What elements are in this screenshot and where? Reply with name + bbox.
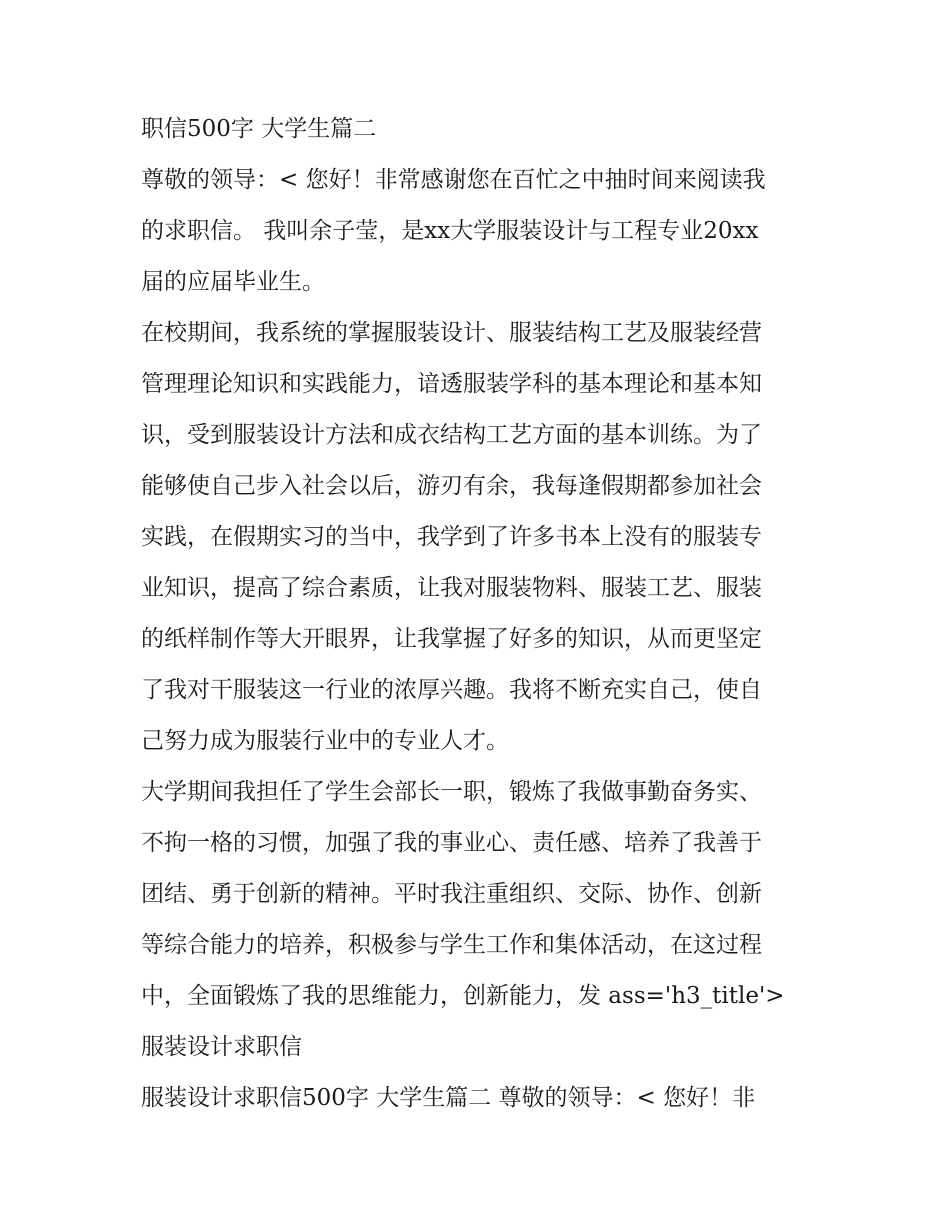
text-line: 能够使自己步入社会以后，游刃有余，我每逢假期都参加社会 [141, 473, 762, 499]
text-line: 的求职信。 我叫余子莹，是xx大学服装设计与工程专业20xx [141, 218, 759, 244]
text-line: 等综合能力的培养，积极参与学生工作和集体活动，在这过程 [141, 932, 762, 958]
text-line: 在校期间，我系统的掌握服装设计、服装结构工艺及服装经营 [141, 320, 762, 346]
text-line: 大学期间我担任了学生会部长一职，锻炼了我做事勤奋务实、 [141, 779, 762, 805]
text-line: 管理理论知识和实践能力，谙透服装学科的基本理论和基本知 [141, 371, 762, 397]
text-line: 实践，在假期实习的当中，我学到了许多书本上没有的服装专 [141, 524, 762, 550]
text-line: 己努力成为服装行业中的专业人才。 [141, 728, 509, 754]
text-line: 识，受到服装设计方法和成衣结构工艺方面的基本训练。为了 [141, 422, 762, 448]
text-line: 服装设计求职信 [141, 1034, 302, 1060]
text-line: 业知识，提高了综合素质，让我对服装物料、服装工艺、服装 [141, 575, 762, 601]
text-line: 尊敬的领导：< 您好！非常感谢您在百忙之中抽时间来阅读我 [141, 167, 766, 193]
section-heading: 职信500字 大学生篇二 [141, 116, 377, 142]
subheading: 服装设计求职信500字 大学生篇二 尊敬的领导：< 您好！非 [141, 1085, 756, 1111]
text-line: 的纸样制作等大开眼界，让我掌握了好多的知识，从而更坚定 [141, 626, 762, 652]
text-line: 届的应届毕业生。 [141, 269, 325, 295]
document-body [141, 110, 821, 1130]
text-line: 不拘一格的习惯，加强了我的事业心、责任感、培养了我善于 [141, 830, 762, 856]
text-line: 团结、勇于创新的精神。平时我注重组织、交际、协作、创新 [141, 881, 762, 907]
text-line: 中，全面锻炼了我的思维能力，创新能力，发 ass='h3_title'> [141, 983, 785, 1009]
text-line: 了我对干服装这一行业的浓厚兴趣。我将不断充实自己，使自 [141, 677, 762, 703]
